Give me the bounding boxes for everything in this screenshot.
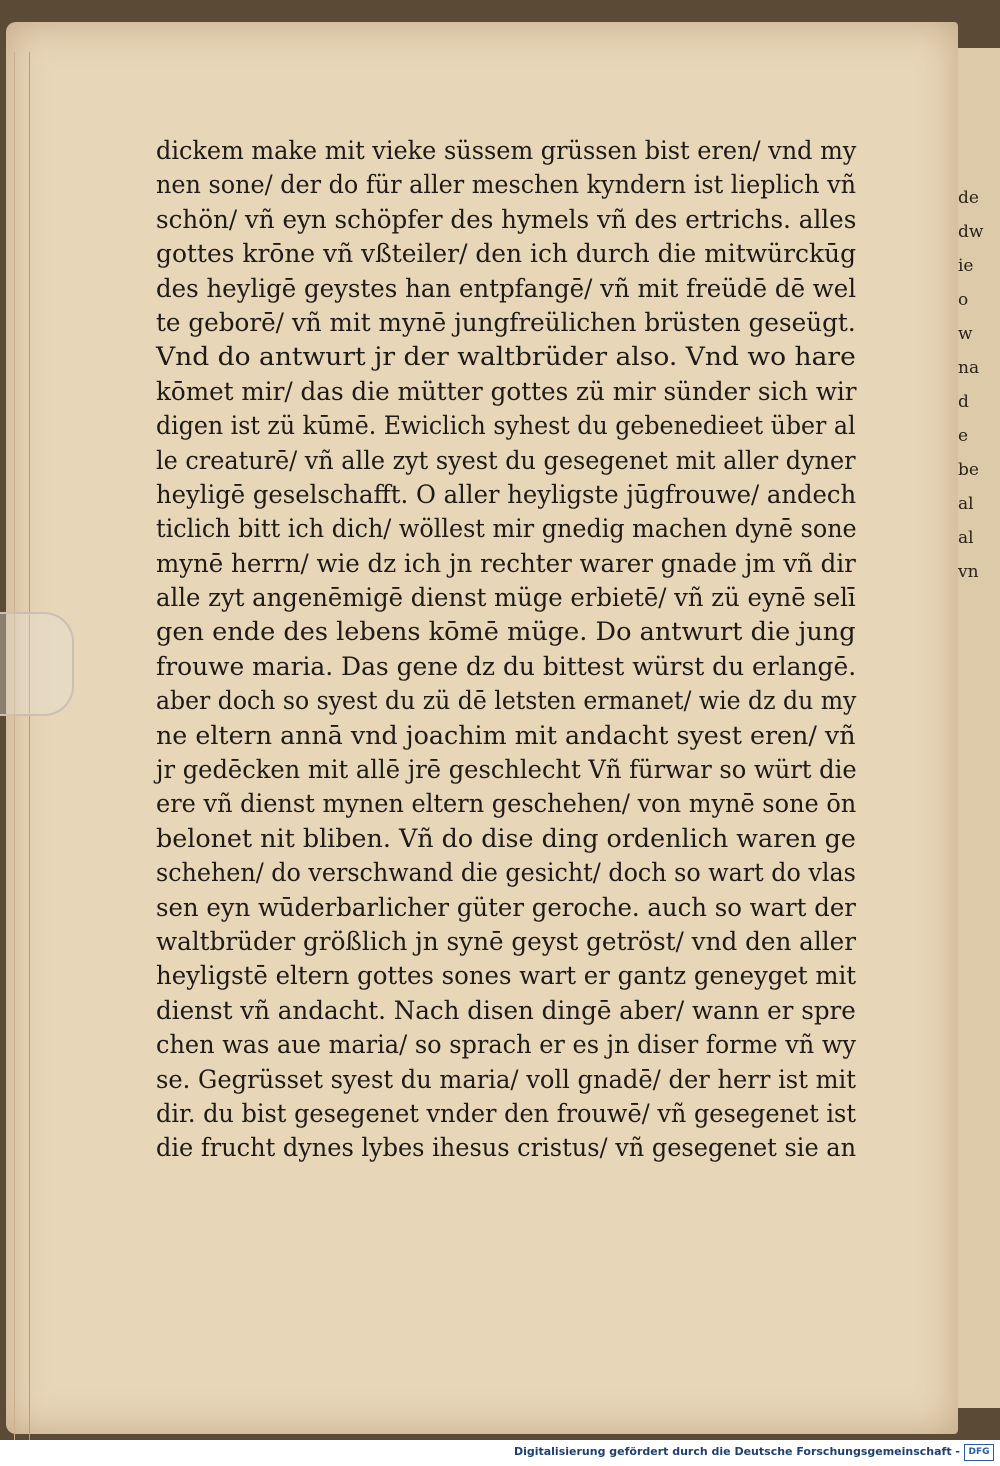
text-line: chen was aue maria/ so sprach er es jn diser forme vñ wy <box>156 1030 856 1060</box>
dfg-logo: DFG <box>964 1444 994 1461</box>
text-line: aber doch so syest du zü dē letsten ermanet/ wie dz du my <box>156 686 857 716</box>
text-line: des heyligē geystes han entpfangē/ vñ mit freüdē dē wel <box>156 273 857 303</box>
facing-page-fragment: d <box>958 392 969 412</box>
facing-page-fragment: vn <box>958 562 979 582</box>
text-line: dienst vñ andacht. Nach disen dingē aber/ wann er spre <box>156 995 856 1025</box>
text-line: schehen/ do verschwand die gesicht/ doch so wart do vlas <box>156 858 856 888</box>
page-text-block <box>156 134 876 1166</box>
text-line: sen eyn wūderbarlicher güter geroche. auch so wart der <box>156 892 856 922</box>
facing-page-fragment: na <box>958 358 980 378</box>
text-line: ere vñ dienst mynen eltern geschehen/ von mynē sone ōn <box>156 789 857 819</box>
facing-page-fragment: de <box>958 188 979 208</box>
text-line: alle zyt angenēmigē dienst müge erbietē/ vñ zü eynē selī <box>156 583 856 613</box>
book-clip <box>0 612 74 716</box>
text-line: gen ende des lebens kōmē müge. Do antwurt die jung <box>156 617 856 647</box>
text-line: frouwe maria. Das gene dz du bittest würst du erlangē. <box>156 651 857 681</box>
footer-bar <box>0 1440 1000 1466</box>
facing-page-fragment: al <box>958 528 974 548</box>
text-line: ticlich bitt ich dich/ wöllest mir gnedig machen dynē sone <box>156 514 857 544</box>
text-line: mynē herrn/ wie dz ich jn rechter warer gnade jm vñ dir <box>156 548 856 578</box>
text-line: se. Gegrüsset syest du maria/ voll gnadē/ der herr ist mit <box>156 1064 856 1094</box>
text-line: heyligstē eltern gottes sones wart er gantz geneyget mit <box>156 961 857 991</box>
page-edge <box>14 52 30 1440</box>
text-line: te geborē/ vñ mit mynē jungfreülichen brüsten geseügt. <box>156 307 856 337</box>
facing-page-fragment: w <box>958 324 973 344</box>
text-line: schön/ vñ eyn schöpfer des hymels vñ des ertrichs. alles <box>156 204 857 234</box>
text-line: Vnd do antwurt jr der waltbrüder also. Vnd wo hare <box>156 342 856 372</box>
facing-page-fragment: dw <box>958 222 984 242</box>
text-line: jr gedēcken mit allē jrē geschlecht Vñ fürwar so würt die <box>156 755 857 785</box>
facing-page-fragment: al <box>958 494 974 514</box>
text-line: heyligē geselschafft. O aller heyligste jūgfrouwe/ andech <box>156 479 857 509</box>
facing-page-fragment: be <box>958 460 979 480</box>
text-line: gottes krōne vñ vßteiler/ den ich durch die mitwürckūg <box>156 239 857 269</box>
facing-page-fragment: e <box>958 426 969 446</box>
text-line: dir. du bist gesegenet vnder den frouwē/ vñ gesegenet ist <box>156 1098 856 1128</box>
book-page <box>6 22 958 1434</box>
funding-credit: Digitalisierung gefördert durch die Deutsche Forschungsgemeinschaft - <box>513 1445 960 1458</box>
text-line: dickem make mit vieke süssem grüssen bist eren/ vnd my <box>156 136 857 165</box>
text-line: digen ist zü kūmē. Ewiclich syhest du gebenedieet über al <box>156 411 856 441</box>
text-line: belonet nit bliben. Vñ do dise ding ordenlich waren ge <box>156 823 856 853</box>
facing-page-fragment: o <box>958 290 969 310</box>
text-line: waltbrüder größlich jn synē geyst getröst/ vnd den aller <box>156 926 856 956</box>
text-line: ne eltern annā vnd joachim mit andacht syest eren/ vñ <box>156 720 856 750</box>
text-line: nen sone/ der do für aller meschen kyndern ist lieplich vñ <box>156 170 856 200</box>
facing-page-fragment: ie <box>958 256 974 276</box>
text-line: kōmet mir/ das die mütter gottes zü mir sünder sich wir <box>156 376 857 406</box>
text-line: die frucht dynes lybes ihesus cristus/ vñ gesegenet sie an <box>156 1133 857 1163</box>
text-line: le creaturē/ vñ alle zyt syest du gesegenet mit aller dyner <box>156 445 856 475</box>
